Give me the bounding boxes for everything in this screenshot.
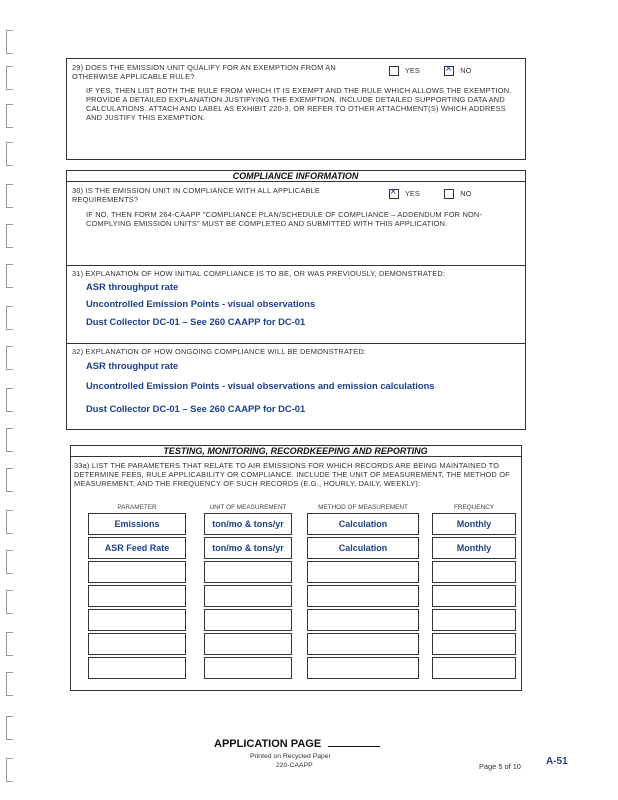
method-cell: Calculation xyxy=(307,513,419,535)
method-cell xyxy=(307,609,419,631)
param-cell xyxy=(88,609,186,631)
page-reference: A-51 xyxy=(546,756,568,767)
method-cell xyxy=(307,585,419,607)
param-cell: Emissions xyxy=(88,513,186,535)
q31-answer-3: Dust Collector DC-01 – See 260 CAAPP for DC-01 xyxy=(86,316,306,327)
q30-yes-label: YES xyxy=(405,189,420,199)
q29-yes-checkbox[interactable] xyxy=(389,66,399,76)
frequency-cell: Monthly xyxy=(432,513,516,535)
unit-cell: ton/mo & tons/yr xyxy=(204,513,292,535)
q29-question: 29) DOES THE EMISSION UNIT QUALIFY FOR AN EXEMPTION FROM AN OTHERWISE APPLICABLE RULE? xyxy=(72,63,336,81)
method-cell: Calculation xyxy=(307,537,419,559)
q31-question: 31) EXPLANATION OF HOW INITIAL COMPLIANCE IS TO BE, OR WAS PREVIOUSLY, DEMONSTRATED: xyxy=(72,269,446,278)
frequency-cell xyxy=(432,585,516,607)
q31-answer-1: ASR throughput rate xyxy=(86,281,179,292)
col-header-unit: UNIT OF MEASUREMENT xyxy=(209,504,287,511)
frequency-cell xyxy=(432,609,516,631)
unit-cell xyxy=(204,657,292,679)
col-header-parameter: PARAMETER xyxy=(117,504,157,511)
q30-no-checkbox[interactable] xyxy=(444,189,454,199)
param-cell xyxy=(88,561,186,583)
q30-options xyxy=(389,185,471,203)
q29-instructions: IF YES, THEN LIST BOTH THE RULE FROM WHICH IT IS EXEMPT AND THE RULE WHICH ALLOWS THE EXEMPTION. PROVIDE A DETAILED EXPLANATION JUSTIFYING THE EXEMPTION. INCLUDE DETAILED SUPPORTING DATA AND CALCULATIONS. ATTACH AND LABEL AS EXHIBIT 220-3, OR REFER TO OTHER ATTACHMENT(S) WHICH ADDRESS AND JUSTIFY THIS EXEMPTION. xyxy=(86,86,512,122)
unit-cell xyxy=(204,633,292,655)
compliance-heading: COMPLIANCE INFORMATION xyxy=(232,171,359,181)
method-cell xyxy=(307,657,419,679)
method-cell xyxy=(307,633,419,655)
application-page-label xyxy=(214,738,380,750)
compliance-heading-rule xyxy=(66,181,525,182)
q29-no-checkbox[interactable] xyxy=(444,66,454,76)
unit-cell xyxy=(204,609,292,631)
col-header-frequency: FREQUENCY xyxy=(453,504,495,511)
param-cell xyxy=(88,657,186,679)
q30-yes-checkbox[interactable] xyxy=(389,189,399,199)
testing-heading-rule xyxy=(70,456,521,457)
unit-cell xyxy=(204,561,292,583)
frequency-cell: Monthly xyxy=(432,537,516,559)
param-cell: ASR Feed Rate xyxy=(88,537,186,559)
unit-cell xyxy=(204,585,292,607)
col-header-method: METHOD OF MEASUREMENT xyxy=(318,504,408,511)
q32-answer-2: Uncontrolled Emission Points - visual observations and emission calculations xyxy=(86,380,435,391)
q31-answer-2: Uncontrolled Emission Points - visual observations xyxy=(86,298,316,309)
unit-cell: ton/mo & tons/yr xyxy=(204,537,292,559)
q29-yes-label: YES xyxy=(405,66,420,76)
q30-question: 30) IS THE EMISSION UNIT IN COMPLIANCE WITH ALL APPLICABLE REQUIREMENTS? xyxy=(72,186,321,204)
application-page-text: APPLICATION PAGE xyxy=(214,738,322,750)
q29-no-label: NO xyxy=(460,66,472,76)
page-number-blank xyxy=(328,746,380,747)
q29-options xyxy=(389,62,471,80)
q32-divider xyxy=(66,343,525,344)
param-cell xyxy=(88,633,186,655)
frequency-cell xyxy=(432,657,516,679)
frequency-cell xyxy=(432,561,516,583)
printed-note: Printed on Recycled Paper xyxy=(250,753,331,760)
q31-divider xyxy=(66,265,525,266)
param-cell xyxy=(88,585,186,607)
q30-instructions: IF NO, THEN FORM 264-CAAPP "COMPLIANCE PLAN/SCHEDULE OF COMPLIANCE – ADDENDUM FOR NON-COMPLYING EMISSION UNITS" MUST BE COMPLETED AND SUBMITTED WITH THIS APPLICATION. xyxy=(86,210,483,228)
q32-question: 32) EXPLANATION OF HOW ONGOING COMPLIANCE WILL BE DEMONSTRATED: xyxy=(72,347,367,356)
form-number: 220-CAAPP xyxy=(276,762,313,769)
method-cell xyxy=(307,561,419,583)
frequency-cell xyxy=(432,633,516,655)
page-of: Page 5 of 10 xyxy=(479,762,521,771)
q32-answer-1: ASR throughput rate xyxy=(86,360,179,371)
testing-heading: TESTING, MONITORING, RECORDKEEPING AND REPORTING xyxy=(163,446,428,456)
q33a-question: 33a) LIST THE PARAMETERS THAT RELATE TO AIR EMISSIONS FOR WHICH RECORDS ARE BEING MAINTAINED TO DETERMINE FEES, RULE APPLICABILITY OR COMPLIANCE. INCLUDE THE UNIT OF MEASUREMENT, THE METHOD OF MEASUREMENT, AND THE FREQUENCY OF SUCH RECORDS (E.G., HOURLY, DAILY, WEEKLY): xyxy=(74,461,510,488)
q32-answer-3: Dust Collector DC-01 – See 260 CAAPP for DC-01 xyxy=(86,403,306,414)
q30-no-label: NO xyxy=(460,189,472,199)
